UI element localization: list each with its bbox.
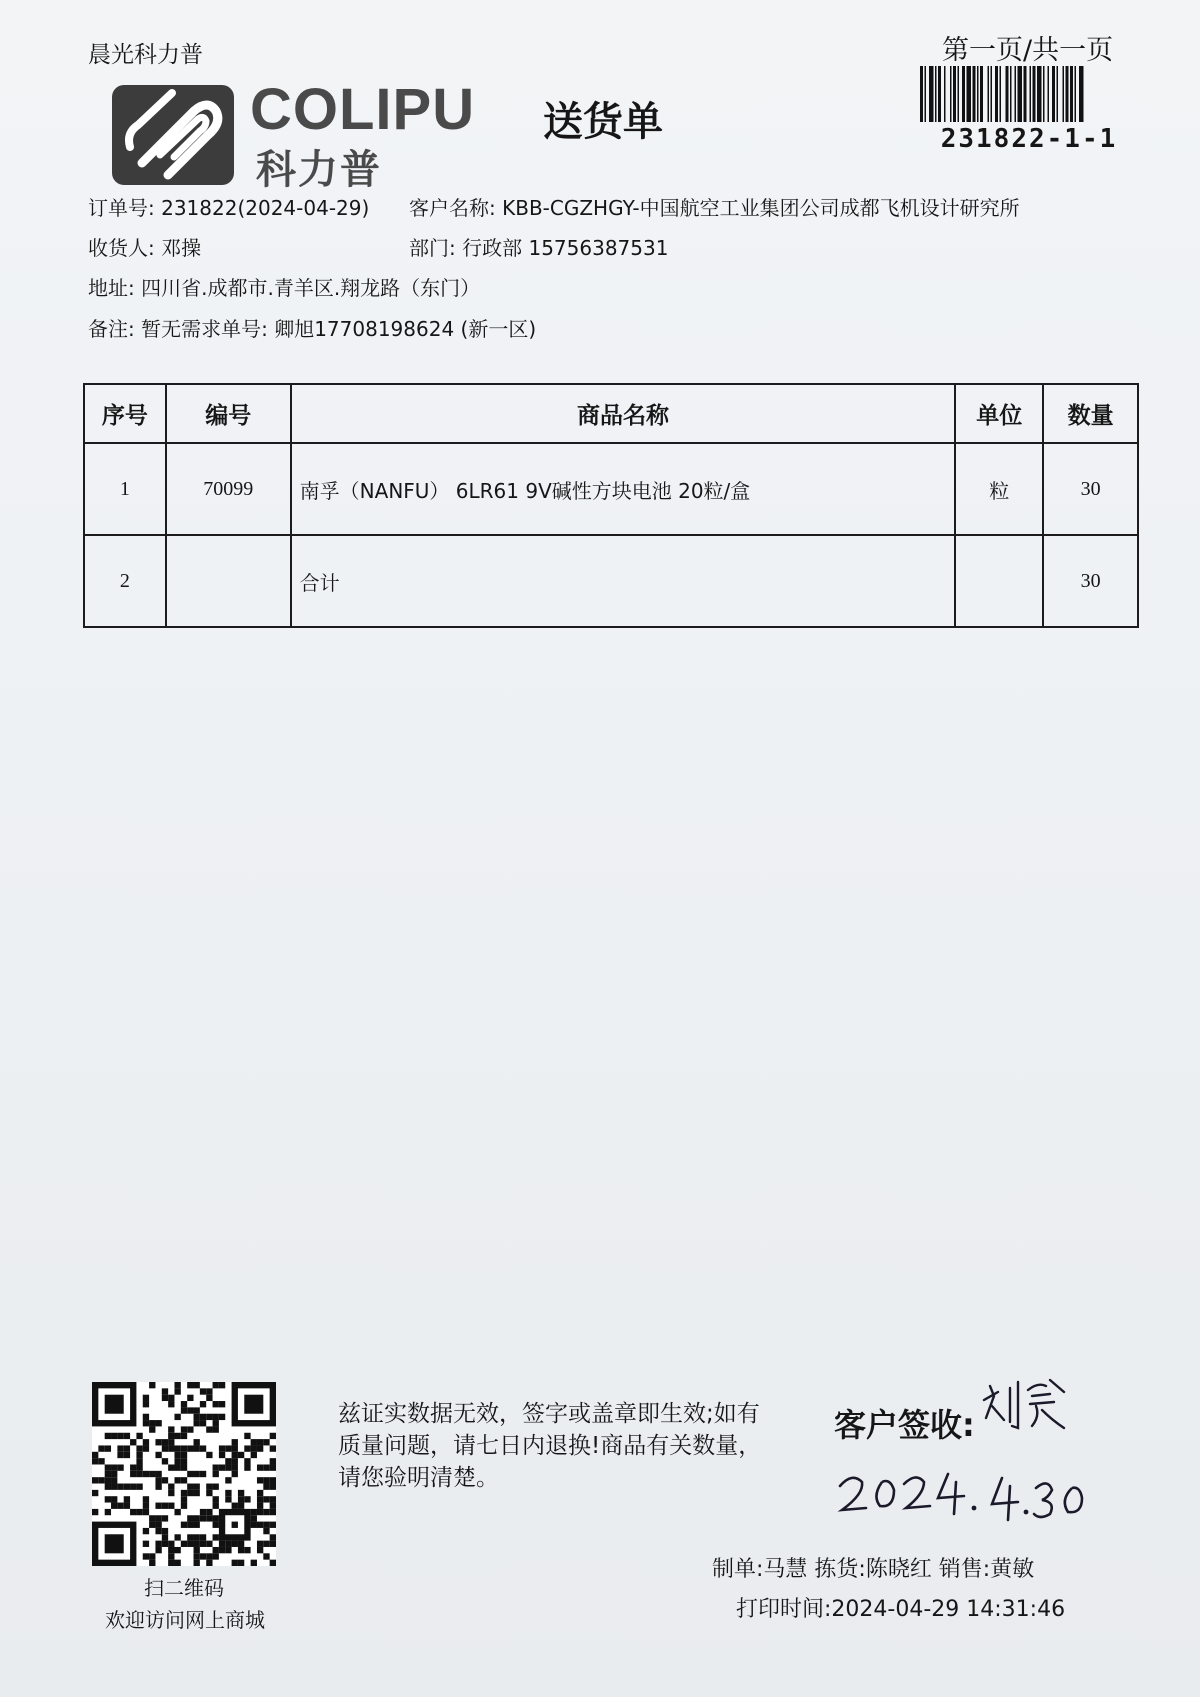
barcode-number: 231822-1-1 bbox=[940, 124, 1118, 154]
colipu-logo-icon bbox=[112, 85, 234, 185]
cell-quantity: 30 bbox=[1043, 535, 1138, 627]
cell-product-name: 南孚（NANFU） 6LR61 9V碱性方块电池 20粒/盒 bbox=[291, 443, 956, 535]
table-row-total bbox=[84, 535, 1138, 627]
address-label: 地址: bbox=[88, 276, 135, 300]
notice-text: 兹证实数据无效，签字或盖章即生效;如有质量问题，请七日内退换!商品有关数量，请您验明清楚。 bbox=[338, 1401, 762, 1491]
handwritten-date-icon bbox=[836, 1468, 1096, 1528]
table-header-row bbox=[84, 384, 1138, 443]
cell-code bbox=[166, 535, 291, 627]
cell-quantity: 30 bbox=[1043, 443, 1138, 535]
address-line bbox=[88, 272, 480, 301]
remark-value: 暂无需求单号: 卿旭17708198624 (新一区) bbox=[141, 317, 537, 341]
cell-unit: 粒 bbox=[955, 443, 1043, 535]
brand-name-en: COLIPU bbox=[250, 77, 476, 142]
header-quantity: 数量 bbox=[1043, 384, 1138, 443]
address-value: 四川省.成都市.青羊区.翔龙路（东门） bbox=[141, 276, 481, 300]
handwritten-signature-icon bbox=[980, 1372, 1070, 1442]
qr-caption-welcome: 欢迎访问网上商城 bbox=[105, 1608, 265, 1632]
print-time: 打印时间:2024-04-29 14:31:46 bbox=[736, 1597, 1066, 1622]
cell-seq: 2 bbox=[84, 535, 166, 627]
qr-code-icon[interactable] bbox=[92, 1382, 276, 1566]
customer-label: 客户名称: bbox=[409, 196, 496, 220]
customer-line bbox=[409, 192, 1020, 221]
department-label: 部门: bbox=[409, 236, 456, 260]
customer-value: KBB-CGZHGY-中国航空工业集团公司成都飞机设计研究所 bbox=[502, 196, 1020, 220]
cell-product-name: 合计 bbox=[291, 535, 956, 627]
cell-code: 70099 bbox=[166, 443, 291, 535]
cell-seq: 1 bbox=[84, 443, 166, 535]
customer-sign-label: 客户签收: bbox=[834, 1406, 975, 1444]
staff-line: 制单:马慧 拣货:陈晓红 销售:黄敏 bbox=[712, 1557, 1035, 1582]
receiver-line bbox=[88, 232, 201, 261]
order-number-label: 订单号: bbox=[88, 196, 155, 220]
department-line bbox=[409, 232, 668, 261]
header-code: 编号 bbox=[166, 384, 291, 443]
header-unit: 单位 bbox=[955, 384, 1043, 443]
cell-unit bbox=[955, 535, 1043, 627]
company-name: 晨光科力普 bbox=[88, 42, 203, 68]
header-seq: 序号 bbox=[84, 384, 166, 443]
order-number-value: 231822(2024-04-29) bbox=[161, 196, 370, 220]
barcode-icon bbox=[918, 66, 1138, 122]
receiver-label: 收货人: bbox=[88, 236, 155, 260]
items-table bbox=[83, 383, 1139, 628]
order-number-line bbox=[88, 192, 369, 221]
remark-label: 备注: bbox=[88, 317, 135, 341]
receiver-value: 邓操 bbox=[161, 236, 202, 260]
document-title: 送货单 bbox=[543, 99, 663, 145]
department-value: 行政部 15756387531 bbox=[462, 236, 669, 260]
brand-name-cn: 科力普 bbox=[256, 147, 382, 193]
page-indicator: 第一页/共一页 bbox=[942, 35, 1114, 66]
remark-line bbox=[88, 313, 536, 342]
qr-caption-scan: 扫二维码 bbox=[144, 1576, 224, 1600]
table-row bbox=[84, 443, 1138, 535]
header-product-name: 商品名称 bbox=[291, 384, 956, 443]
